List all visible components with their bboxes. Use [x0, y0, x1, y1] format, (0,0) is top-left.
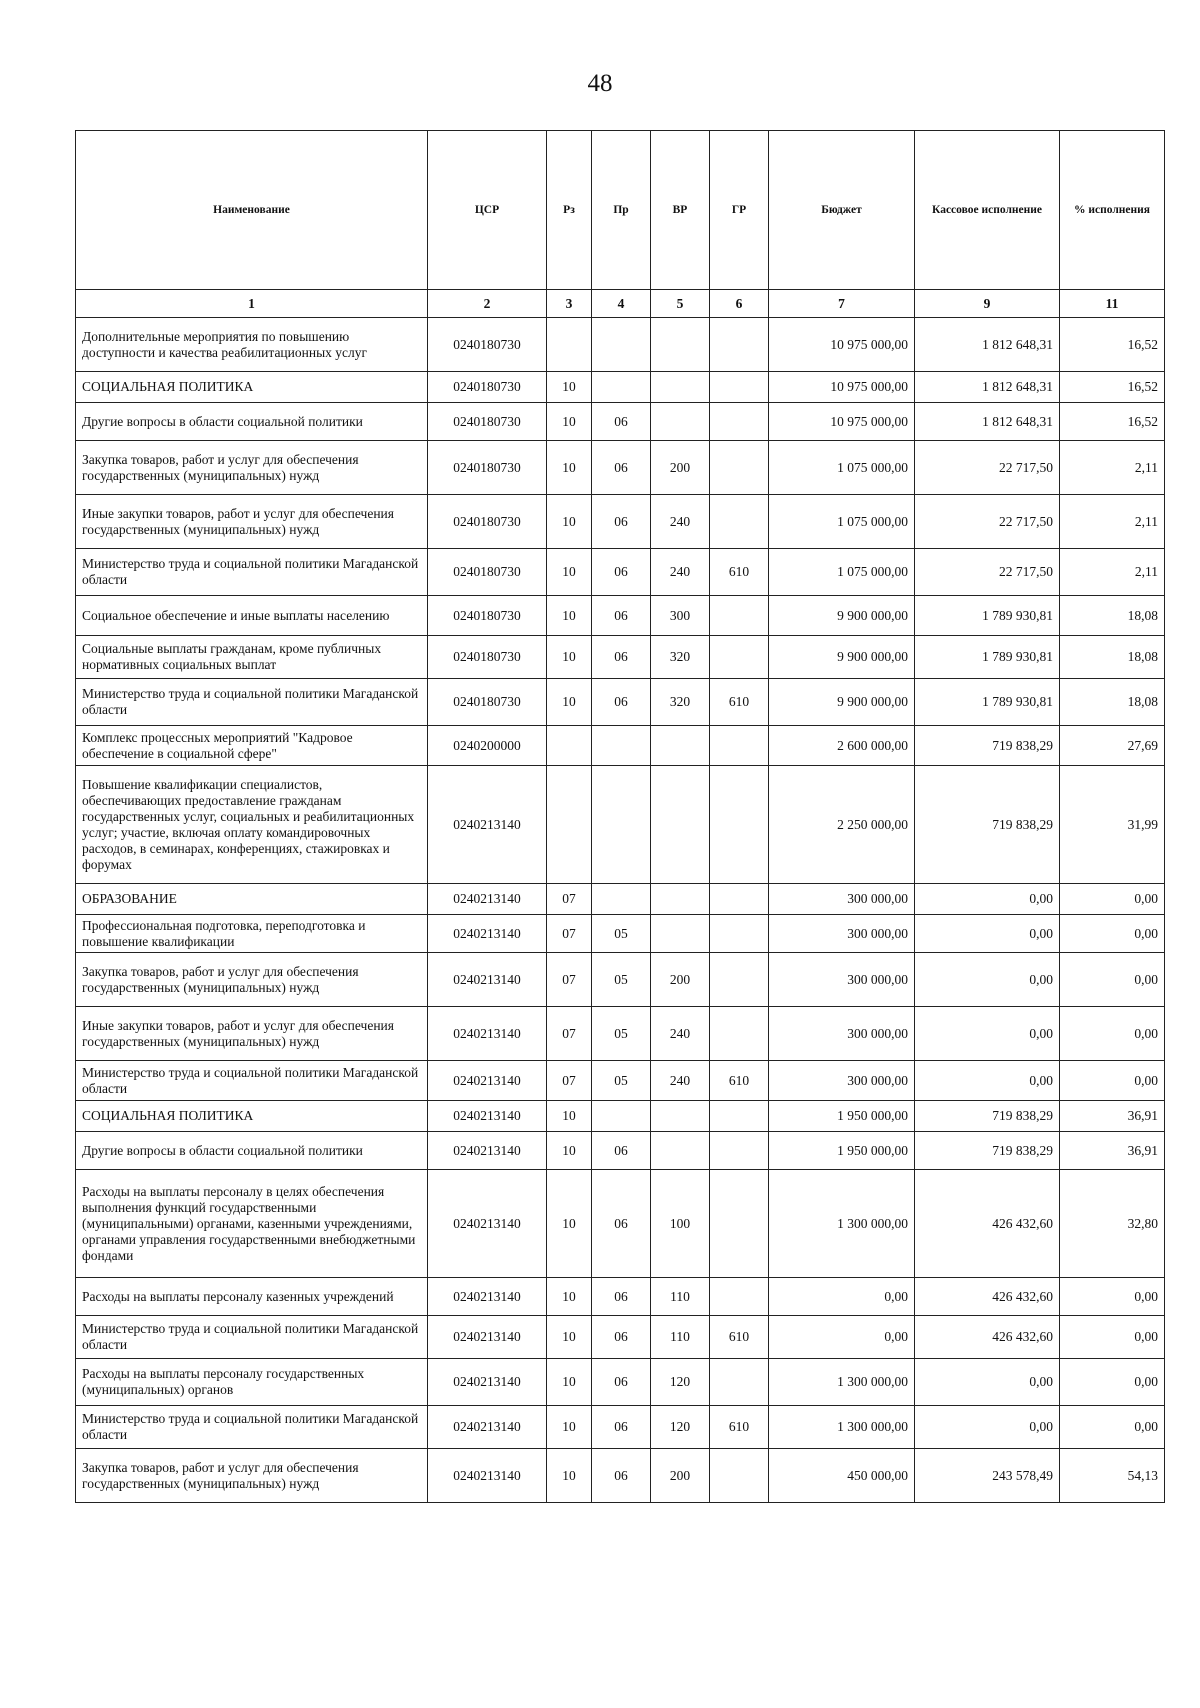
- row-csr: 0240180730: [428, 596, 547, 636]
- row-rz: 10: [547, 1278, 592, 1316]
- row-budget: 300 000,00: [769, 884, 915, 915]
- row-cash-execution: 0,00: [915, 1406, 1060, 1449]
- row-pr: [592, 318, 651, 372]
- row-name: Повышение квалификации специалистов, обеспечивающих предоставление гражданам государственных услуг, социальных и реабилитационных услуг; участие, включая оплату командировочных расходов, в семинарах, конференциях, стажировках и форумах: [76, 766, 428, 884]
- row-percent: 18,08: [1060, 636, 1165, 679]
- row-csr: 0240180730: [428, 636, 547, 679]
- row-cash-execution: 243 578,49: [915, 1449, 1060, 1503]
- row-rz: 10: [547, 1132, 592, 1170]
- row-pr: [592, 726, 651, 766]
- row-cash-execution: 426 432,60: [915, 1316, 1060, 1359]
- row-vr: [651, 915, 710, 953]
- row-name: Расходы на выплаты персоналу государственных (муниципальных) органов: [76, 1359, 428, 1406]
- row-pr: 06: [592, 636, 651, 679]
- row-pr: 06: [592, 1406, 651, 1449]
- row-csr: 0240200000: [428, 726, 547, 766]
- row-vr: [651, 372, 710, 403]
- row-budget: 0,00: [769, 1278, 915, 1316]
- row-gr: 610: [710, 1316, 769, 1359]
- row-vr: 120: [651, 1406, 710, 1449]
- row-budget: 300 000,00: [769, 1007, 915, 1061]
- column-number: 3: [547, 290, 592, 318]
- row-gr: [710, 1278, 769, 1316]
- row-cash-execution: 0,00: [915, 1061, 1060, 1101]
- row-rz: 10: [547, 495, 592, 549]
- table-row: [76, 1101, 1165, 1132]
- row-gr: [710, 1101, 769, 1132]
- row-pr: [592, 372, 651, 403]
- row-name: Министерство труда и социальной политики Магаданской области: [76, 679, 428, 726]
- row-name: Закупка товаров, работ и услуг для обеспечения государственных (муниципальных) нужд: [76, 1449, 428, 1503]
- row-budget: 1 300 000,00: [769, 1170, 915, 1278]
- row-pr: 06: [592, 1278, 651, 1316]
- table-row: [76, 1170, 1165, 1278]
- table-row: [76, 549, 1165, 596]
- table-row: [76, 953, 1165, 1007]
- header-pr: Пр: [592, 131, 651, 290]
- row-vr: 240: [651, 549, 710, 596]
- row-name: Иные закупки товаров, работ и услуг для обеспечения государственных (муниципальных) нужд: [76, 1007, 428, 1061]
- row-gr: [710, 915, 769, 953]
- row-gr: [710, 1132, 769, 1170]
- row-csr: 0240180730: [428, 679, 547, 726]
- row-budget: 1 075 000,00: [769, 441, 915, 495]
- row-vr: 100: [651, 1170, 710, 1278]
- row-name: ОБРАЗОВАНИЕ: [76, 884, 428, 915]
- row-name: Дополнительные мероприятия по повышению доступности и качества реабилитационных услуг: [76, 318, 428, 372]
- row-rz: 10: [547, 1170, 592, 1278]
- row-pr: 06: [592, 441, 651, 495]
- row-csr: 0240213140: [428, 1101, 547, 1132]
- row-rz: [547, 318, 592, 372]
- row-vr: 300: [651, 596, 710, 636]
- row-pr: [592, 766, 651, 884]
- row-cash-execution: 719 838,29: [915, 1101, 1060, 1132]
- row-name: Расходы на выплаты персоналу в целях обеспечения выполнения функций государственными (муниципальными) органами, казенными учреждениями, органами управления государственными внебюджетными фондами: [76, 1170, 428, 1278]
- row-cash-execution: 1 789 930,81: [915, 636, 1060, 679]
- row-rz: 10: [547, 1406, 592, 1449]
- row-rz: 10: [547, 372, 592, 403]
- row-csr: 0240180730: [428, 549, 547, 596]
- row-gr: [710, 1449, 769, 1503]
- row-vr: 240: [651, 495, 710, 549]
- row-percent: 2,11: [1060, 441, 1165, 495]
- table-row: [76, 318, 1165, 372]
- table-row: [76, 679, 1165, 726]
- row-pr: 06: [592, 495, 651, 549]
- row-percent: 31,99: [1060, 766, 1165, 884]
- row-vr: 240: [651, 1061, 710, 1101]
- row-rz: 10: [547, 1101, 592, 1132]
- table-row: [76, 884, 1165, 915]
- row-name: СОЦИАЛЬНАЯ ПОЛИТИКА: [76, 372, 428, 403]
- row-csr: 0240213140: [428, 1316, 547, 1359]
- row-name: Профессиональная подготовка, переподготовка и повышение квалификации: [76, 915, 428, 953]
- row-csr: 0240180730: [428, 441, 547, 495]
- header-gr: ГР: [710, 131, 769, 290]
- row-gr: [710, 726, 769, 766]
- row-percent: 27,69: [1060, 726, 1165, 766]
- row-rz: 07: [547, 1007, 592, 1061]
- row-cash-execution: 719 838,29: [915, 766, 1060, 884]
- column-number-row: [76, 290, 1165, 318]
- header-budget: Бюджет: [769, 131, 915, 290]
- row-percent: 36,91: [1060, 1101, 1165, 1132]
- row-vr: [651, 884, 710, 915]
- row-budget: 1 075 000,00: [769, 549, 915, 596]
- row-pr: 06: [592, 1359, 651, 1406]
- table-row: [76, 1449, 1165, 1503]
- row-budget: 300 000,00: [769, 1061, 915, 1101]
- row-csr: 0240180730: [428, 318, 547, 372]
- row-rz: 07: [547, 953, 592, 1007]
- row-pr: 06: [592, 679, 651, 726]
- row-csr: 0240213140: [428, 953, 547, 1007]
- row-gr: [710, 596, 769, 636]
- row-gr: [710, 953, 769, 1007]
- row-vr: 110: [651, 1278, 710, 1316]
- row-vr: [651, 1132, 710, 1170]
- row-cash-execution: 1 812 648,31: [915, 372, 1060, 403]
- row-cash-execution: 426 432,60: [915, 1278, 1060, 1316]
- row-csr: 0240213140: [428, 1061, 547, 1101]
- table-row: [76, 495, 1165, 549]
- row-name: Закупка товаров, работ и услуг для обеспечения государственных (муниципальных) нужд: [76, 441, 428, 495]
- row-vr: 240: [651, 1007, 710, 1061]
- row-percent: 0,00: [1060, 1359, 1165, 1406]
- page-number: 48: [587, 70, 613, 97]
- row-budget: 10 975 000,00: [769, 318, 915, 372]
- row-pr: 06: [592, 1316, 651, 1359]
- row-rz: 07: [547, 884, 592, 915]
- row-percent: 16,52: [1060, 372, 1165, 403]
- table-row: [76, 1061, 1165, 1101]
- row-csr: 0240213140: [428, 1007, 547, 1061]
- row-vr: [651, 1101, 710, 1132]
- row-rz: 10: [547, 636, 592, 679]
- row-csr: 0240213140: [428, 1132, 547, 1170]
- row-percent: 0,00: [1060, 1316, 1165, 1359]
- row-percent: 0,00: [1060, 1061, 1165, 1101]
- row-rz: 07: [547, 915, 592, 953]
- row-rz: 10: [547, 1359, 592, 1406]
- table-row: [76, 372, 1165, 403]
- row-gr: [710, 636, 769, 679]
- column-number: 4: [592, 290, 651, 318]
- row-vr: 200: [651, 953, 710, 1007]
- row-budget: 300 000,00: [769, 953, 915, 1007]
- row-rz: 10: [547, 441, 592, 495]
- row-vr: 200: [651, 1449, 710, 1503]
- row-pr: [592, 1101, 651, 1132]
- column-number: 7: [769, 290, 915, 318]
- row-name: Расходы на выплаты персоналу казенных учреждений: [76, 1278, 428, 1316]
- table-row: [76, 726, 1165, 766]
- row-percent: 0,00: [1060, 953, 1165, 1007]
- row-gr: [710, 495, 769, 549]
- row-name: Другие вопросы в области социальной политики: [76, 1132, 428, 1170]
- row-rz: 10: [547, 549, 592, 596]
- row-rz: 10: [547, 1449, 592, 1503]
- row-rz: 10: [547, 679, 592, 726]
- header-percent-execution: % исполнения: [1060, 131, 1165, 290]
- row-name: Министерство труда и социальной политики Магаданской области: [76, 1406, 428, 1449]
- row-pr: 05: [592, 953, 651, 1007]
- row-percent: 18,08: [1060, 596, 1165, 636]
- row-gr: [710, 441, 769, 495]
- row-csr: 0240213140: [428, 1406, 547, 1449]
- header-csr: ЦСР: [428, 131, 547, 290]
- row-name: Социальные выплаты гражданам, кроме публичных нормативных социальных выплат: [76, 636, 428, 679]
- row-budget: 9 900 000,00: [769, 596, 915, 636]
- row-budget: 10 975 000,00: [769, 403, 915, 441]
- header-rz: Рз: [547, 131, 592, 290]
- row-csr: 0240213140: [428, 1170, 547, 1278]
- row-csr: 0240180730: [428, 372, 547, 403]
- column-number: 6: [710, 290, 769, 318]
- row-gr: [710, 403, 769, 441]
- row-gr: [710, 884, 769, 915]
- table-row: [76, 766, 1165, 884]
- row-percent: 16,52: [1060, 318, 1165, 372]
- row-percent: 0,00: [1060, 1007, 1165, 1061]
- budget-execution-table: [75, 130, 1165, 1503]
- table-row: [76, 1132, 1165, 1170]
- row-budget: 1 950 000,00: [769, 1132, 915, 1170]
- table-row: [76, 596, 1165, 636]
- row-name: Министерство труда и социальной политики Магаданской области: [76, 1316, 428, 1359]
- row-budget: 0,00: [769, 1316, 915, 1359]
- row-gr: 610: [710, 1061, 769, 1101]
- row-percent: 0,00: [1060, 1278, 1165, 1316]
- row-cash-execution: 0,00: [915, 953, 1060, 1007]
- row-rz: 10: [547, 596, 592, 636]
- row-budget: 9 900 000,00: [769, 636, 915, 679]
- row-name: Закупка товаров, работ и услуг для обеспечения государственных (муниципальных) нужд: [76, 953, 428, 1007]
- column-number: 5: [651, 290, 710, 318]
- row-rz: 10: [547, 403, 592, 441]
- row-cash-execution: 719 838,29: [915, 1132, 1060, 1170]
- row-pr: 06: [592, 403, 651, 441]
- row-budget: 1 950 000,00: [769, 1101, 915, 1132]
- row-percent: 2,11: [1060, 495, 1165, 549]
- row-percent: 0,00: [1060, 884, 1165, 915]
- row-csr: 0240213140: [428, 1359, 547, 1406]
- table-row: [76, 1316, 1165, 1359]
- row-gr: [710, 1170, 769, 1278]
- row-vr: 320: [651, 636, 710, 679]
- row-name: Иные закупки товаров, работ и услуг для обеспечения государственных (муниципальных) нужд: [76, 495, 428, 549]
- row-name: СОЦИАЛЬНАЯ ПОЛИТИКА: [76, 1101, 428, 1132]
- row-percent: 32,80: [1060, 1170, 1165, 1278]
- row-rz: [547, 726, 592, 766]
- row-name: Комплекс процессных мероприятий "Кадровое обеспечение в социальной сфере": [76, 726, 428, 766]
- column-number: 1: [76, 290, 428, 318]
- row-gr: [710, 766, 769, 884]
- row-percent: 18,08: [1060, 679, 1165, 726]
- row-cash-execution: 0,00: [915, 1007, 1060, 1061]
- row-budget: 1 300 000,00: [769, 1406, 915, 1449]
- row-name: Министерство труда и социальной политики Магаданской области: [76, 549, 428, 596]
- row-gr: 610: [710, 1406, 769, 1449]
- row-budget: 1 075 000,00: [769, 495, 915, 549]
- row-name: Министерство труда и социальной политики Магаданской области: [76, 1061, 428, 1101]
- row-gr: [710, 372, 769, 403]
- row-budget: 300 000,00: [769, 915, 915, 953]
- row-pr: 05: [592, 915, 651, 953]
- row-vr: [651, 318, 710, 372]
- row-vr: 120: [651, 1359, 710, 1406]
- row-cash-execution: 426 432,60: [915, 1170, 1060, 1278]
- row-pr: 06: [592, 549, 651, 596]
- row-cash-execution: 0,00: [915, 884, 1060, 915]
- row-vr: 110: [651, 1316, 710, 1359]
- row-cash-execution: 1 812 648,31: [915, 403, 1060, 441]
- row-percent: 0,00: [1060, 1406, 1165, 1449]
- row-percent: 54,13: [1060, 1449, 1165, 1503]
- row-budget: 9 900 000,00: [769, 679, 915, 726]
- row-budget: 450 000,00: [769, 1449, 915, 1503]
- row-csr: 0240213140: [428, 766, 547, 884]
- row-csr: 0240213140: [428, 915, 547, 953]
- table-row: [76, 403, 1165, 441]
- row-rz: 07: [547, 1061, 592, 1101]
- header-cash-execution: Кассовое исполнение: [915, 131, 1060, 290]
- row-budget: 1 300 000,00: [769, 1359, 915, 1406]
- row-gr: [710, 318, 769, 372]
- row-pr: 06: [592, 1449, 651, 1503]
- row-vr: [651, 766, 710, 884]
- row-name: Другие вопросы в области социальной политики: [76, 403, 428, 441]
- table-row: [76, 1406, 1165, 1449]
- row-budget: 2 250 000,00: [769, 766, 915, 884]
- row-percent: 36,91: [1060, 1132, 1165, 1170]
- header-vr: ВР: [651, 131, 710, 290]
- table-row: [76, 915, 1165, 953]
- row-rz: [547, 766, 592, 884]
- row-pr: 06: [592, 1132, 651, 1170]
- row-vr: 200: [651, 441, 710, 495]
- row-cash-execution: 1 789 930,81: [915, 679, 1060, 726]
- row-cash-execution: 1 812 648,31: [915, 318, 1060, 372]
- row-cash-execution: 22 717,50: [915, 495, 1060, 549]
- row-csr: 0240180730: [428, 403, 547, 441]
- row-pr: 05: [592, 1007, 651, 1061]
- row-gr: [710, 1007, 769, 1061]
- row-vr: [651, 726, 710, 766]
- table-row: [76, 1359, 1165, 1406]
- row-percent: 16,52: [1060, 403, 1165, 441]
- row-pr: 06: [592, 596, 651, 636]
- row-cash-execution: 1 789 930,81: [915, 596, 1060, 636]
- row-percent: 0,00: [1060, 915, 1165, 953]
- table-row: [76, 636, 1165, 679]
- row-gr: [710, 1359, 769, 1406]
- table-row: [76, 441, 1165, 495]
- row-pr: 06: [592, 1170, 651, 1278]
- row-csr: 0240213140: [428, 884, 547, 915]
- row-budget: 10 975 000,00: [769, 372, 915, 403]
- column-number: 2: [428, 290, 547, 318]
- row-csr: 0240180730: [428, 495, 547, 549]
- row-percent: 2,11: [1060, 549, 1165, 596]
- header-name: Наименование: [76, 131, 428, 290]
- row-cash-execution: 0,00: [915, 915, 1060, 953]
- row-vr: 320: [651, 679, 710, 726]
- row-vr: [651, 403, 710, 441]
- table-body: [76, 318, 1165, 1503]
- table-row: [76, 1278, 1165, 1316]
- row-csr: 0240213140: [428, 1278, 547, 1316]
- row-csr: 0240213140: [428, 1449, 547, 1503]
- row-cash-execution: 0,00: [915, 1359, 1060, 1406]
- row-name: Социальное обеспечение и иные выплаты населению: [76, 596, 428, 636]
- row-gr: 610: [710, 549, 769, 596]
- row-pr: 05: [592, 1061, 651, 1101]
- row-budget: 2 600 000,00: [769, 726, 915, 766]
- column-number: 9: [915, 290, 1060, 318]
- row-cash-execution: 22 717,50: [915, 441, 1060, 495]
- row-cash-execution: 22 717,50: [915, 549, 1060, 596]
- header-row: [76, 131, 1165, 290]
- table-row: [76, 1007, 1165, 1061]
- row-pr: [592, 884, 651, 915]
- row-gr: 610: [710, 679, 769, 726]
- row-rz: 10: [547, 1316, 592, 1359]
- row-cash-execution: 719 838,29: [915, 726, 1060, 766]
- column-number: 11: [1060, 290, 1165, 318]
